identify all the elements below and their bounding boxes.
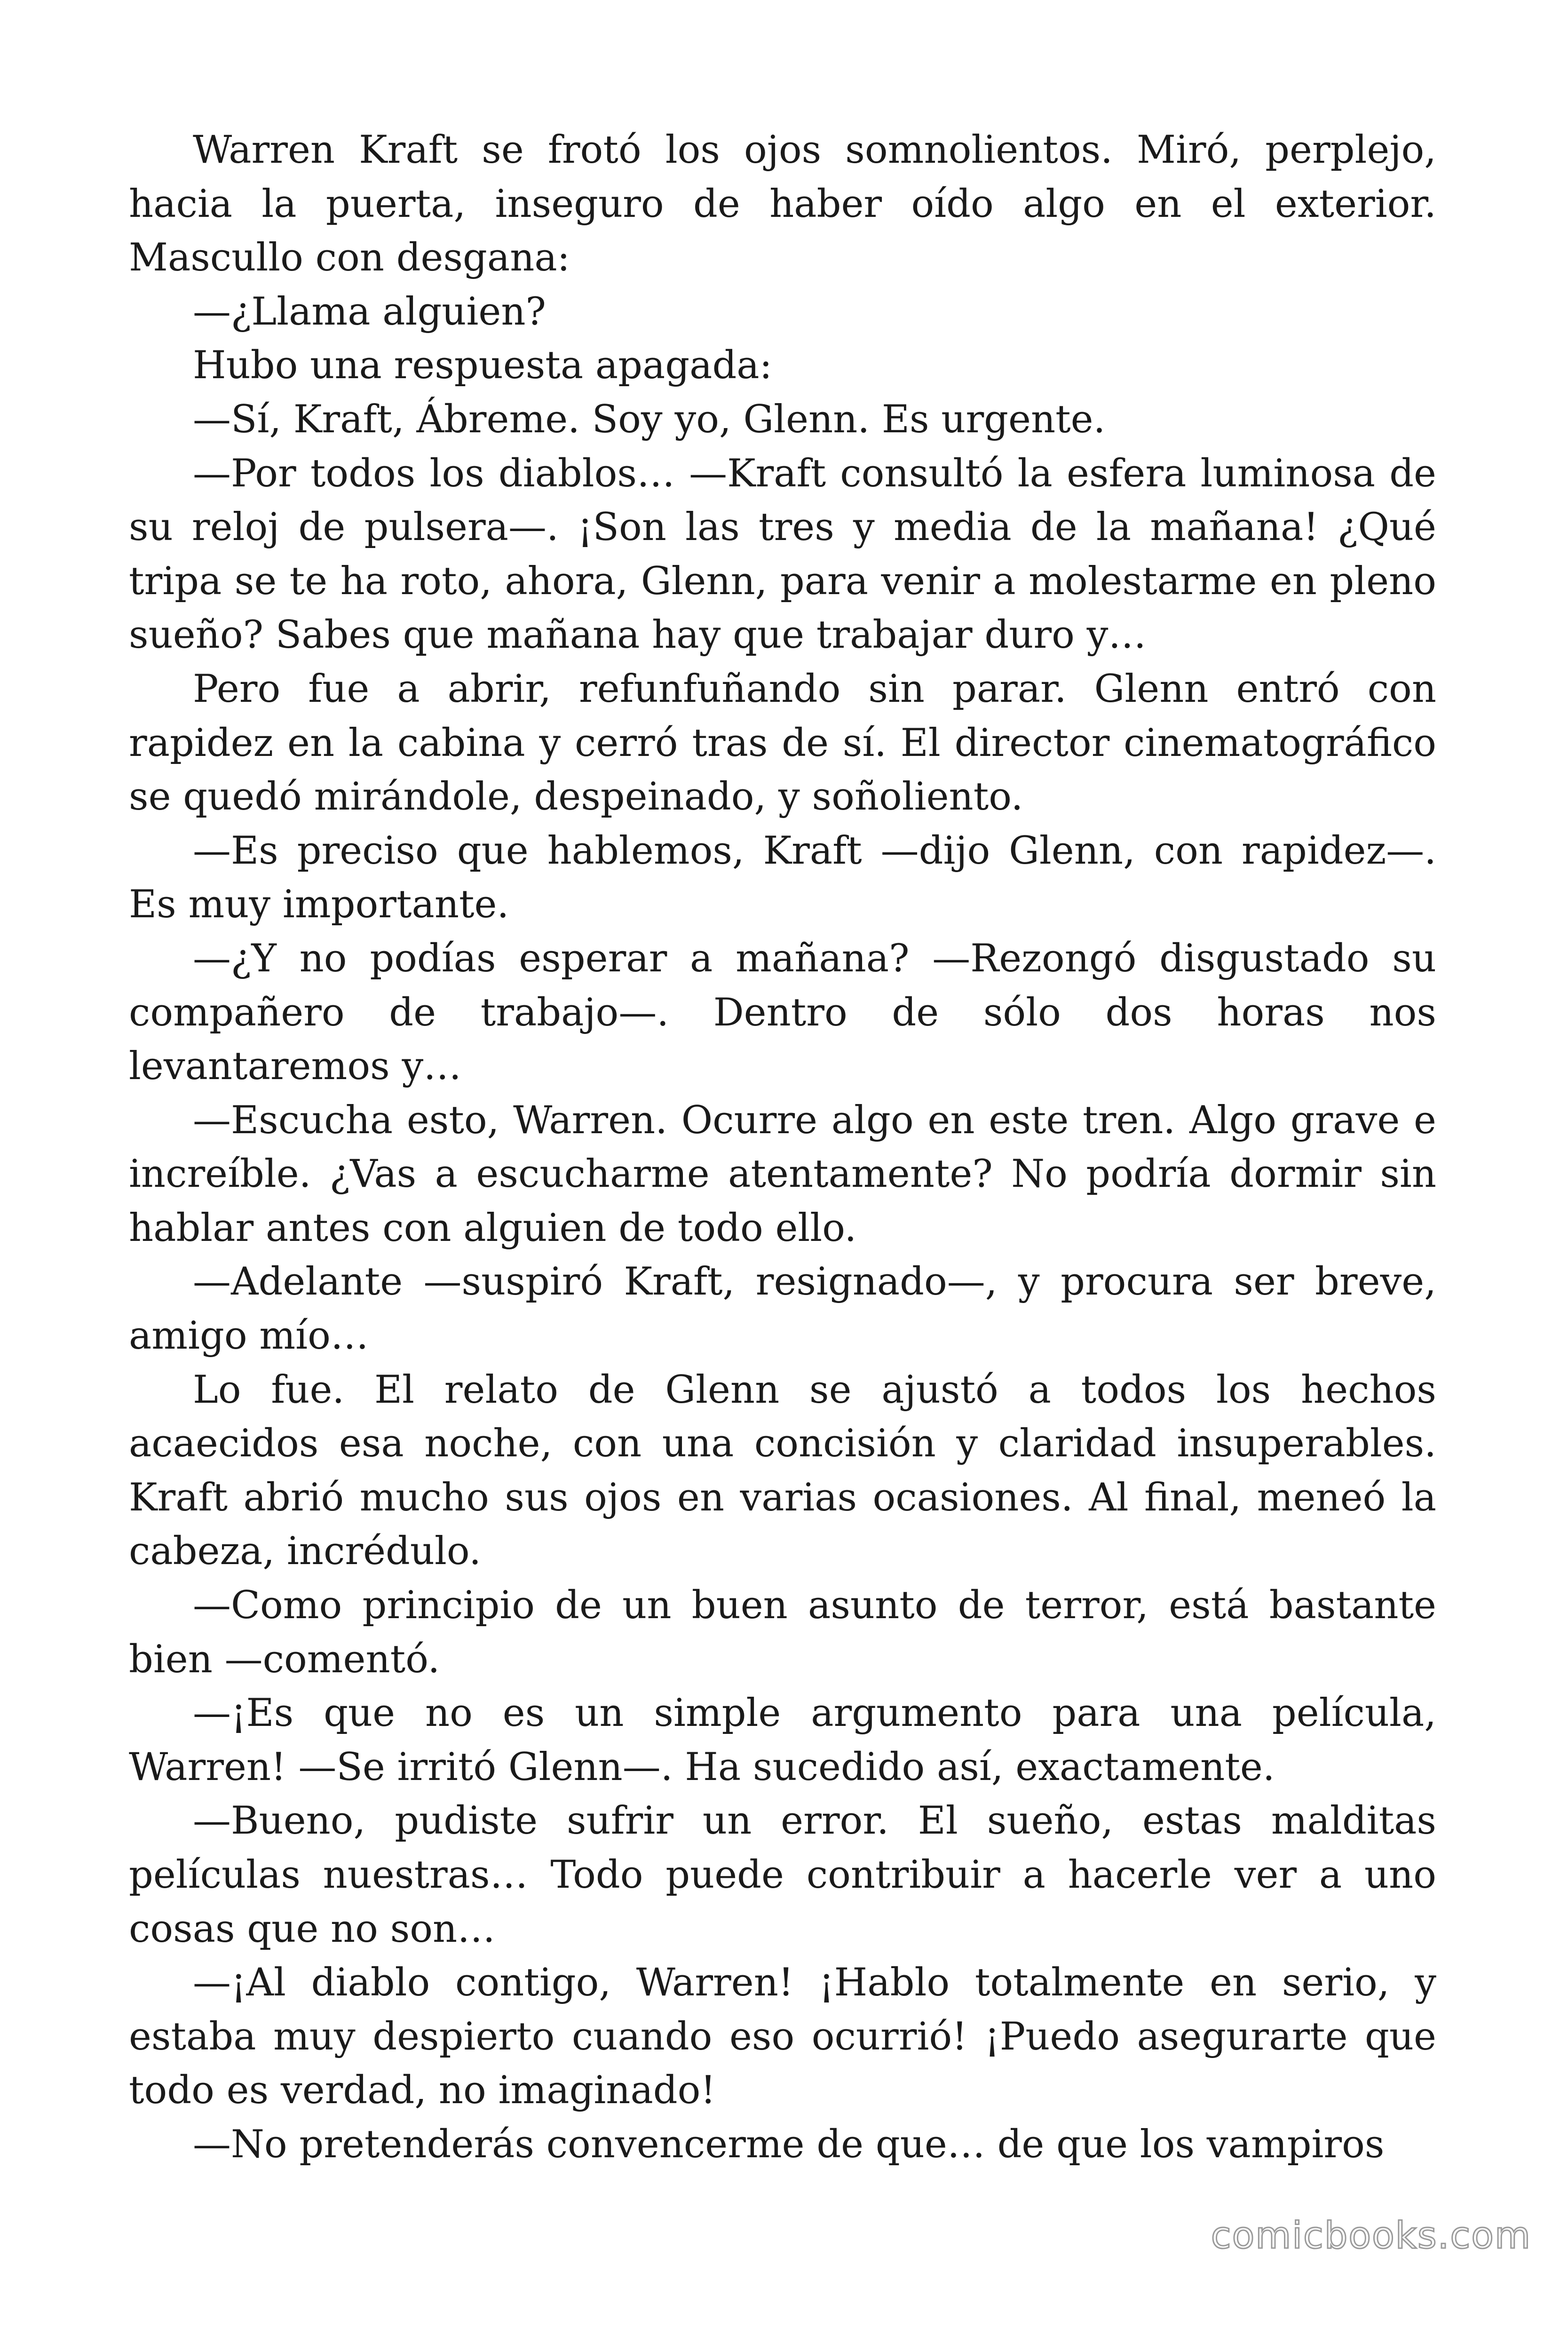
paragraph: —Sí, Kraft, Ábreme. Soy yo, Glenn. Es urgente. <box>193 397 1106 442</box>
paragraph: —¿Llama alguien? <box>193 289 546 334</box>
paragraph: —Escucha esto, Warren. Ocurre algo en este tren. Algo grave e increíble. ¿Vas a escucharme atentamente? No podría dormir sin hablar antes con alguien de todo ello. <box>129 1098 1436 1250</box>
paragraph: —¡Al diablo contigo, Warren! ¡Hablo totalmente en serio, y estaba muy despierto cuando eso ocurrió! ¡Puedo asegurarte que todo es verdad, no imaginado! <box>129 1961 1436 2113</box>
paragraph: —Bueno, pudiste sufrir un error. El sueño, estas malditas películas nuestras… Todo puede contribuir a hacerle ver a uno cosas que no son… <box>129 1799 1436 1951</box>
paragraph: —Adelante —suspiró Kraft, resignado—, y procura ser breve, amigo mío… <box>129 1260 1436 1359</box>
paragraph: —Por todos los diablos… —Kraft consultó la esfera luminosa de su reloj de pulsera—. ¡Son las tres y media de la mañana! ¿Qué tripa se te ha roto, ahora, Glenn, para venir a molestarme en pleno sueño? Sabes que mañana hay que trabajar duro y… <box>129 451 1436 658</box>
paragraph: —¡Es que no es un simple argumento para una película, Warren! —Se irritó Glenn—. Ha sucedido así, exactamente. <box>129 1691 1436 1789</box>
paragraph: —No pretenderás convencerme de que… de que los vampiros <box>193 2122 1385 2167</box>
paragraph: Pero fue a abrir, refunfuñando sin parar. Glenn entró con rapidez en la cabina y cerró tras de sí. El director cinematográfico se quedó mirándole, despeinado, y soñoliento. <box>129 667 1436 819</box>
page-text <box>129 123 1436 2172</box>
paragraph: —¿Y no podías esperar a mañana? —Rezongó disgustado su compañero de trabajo—. Dentro de sólo dos horas nos levantaremos y… <box>129 936 1436 1089</box>
watermark: comicbooks.com <box>1211 2215 1531 2257</box>
paragraph: —Como principio de un buen asunto de terror, está bastante bien —comentó. <box>129 1583 1436 1682</box>
paragraph: Lo fue. El relato de Glenn se ajustó a todos los hechos acaecidos esa noche, con una concisión y claridad insuperables. Kraft abrió mucho sus ojos en varias ocasiones. Al final, meneó la cabeza, incrédulo. <box>129 1367 1436 1574</box>
paragraph: —Es preciso que hablemos, Kraft —dijo Glenn, con rapidez—. Es muy importante. <box>129 828 1436 927</box>
paragraph: Warren Kraft se frotó los ojos somnolientos. Miró, perplejo, hacia la puerta, inseguro de haber oído algo en el exterior. Mascullo con desgana: <box>129 128 1436 280</box>
paragraph: Hubo una respuesta apagada: <box>193 343 772 388</box>
